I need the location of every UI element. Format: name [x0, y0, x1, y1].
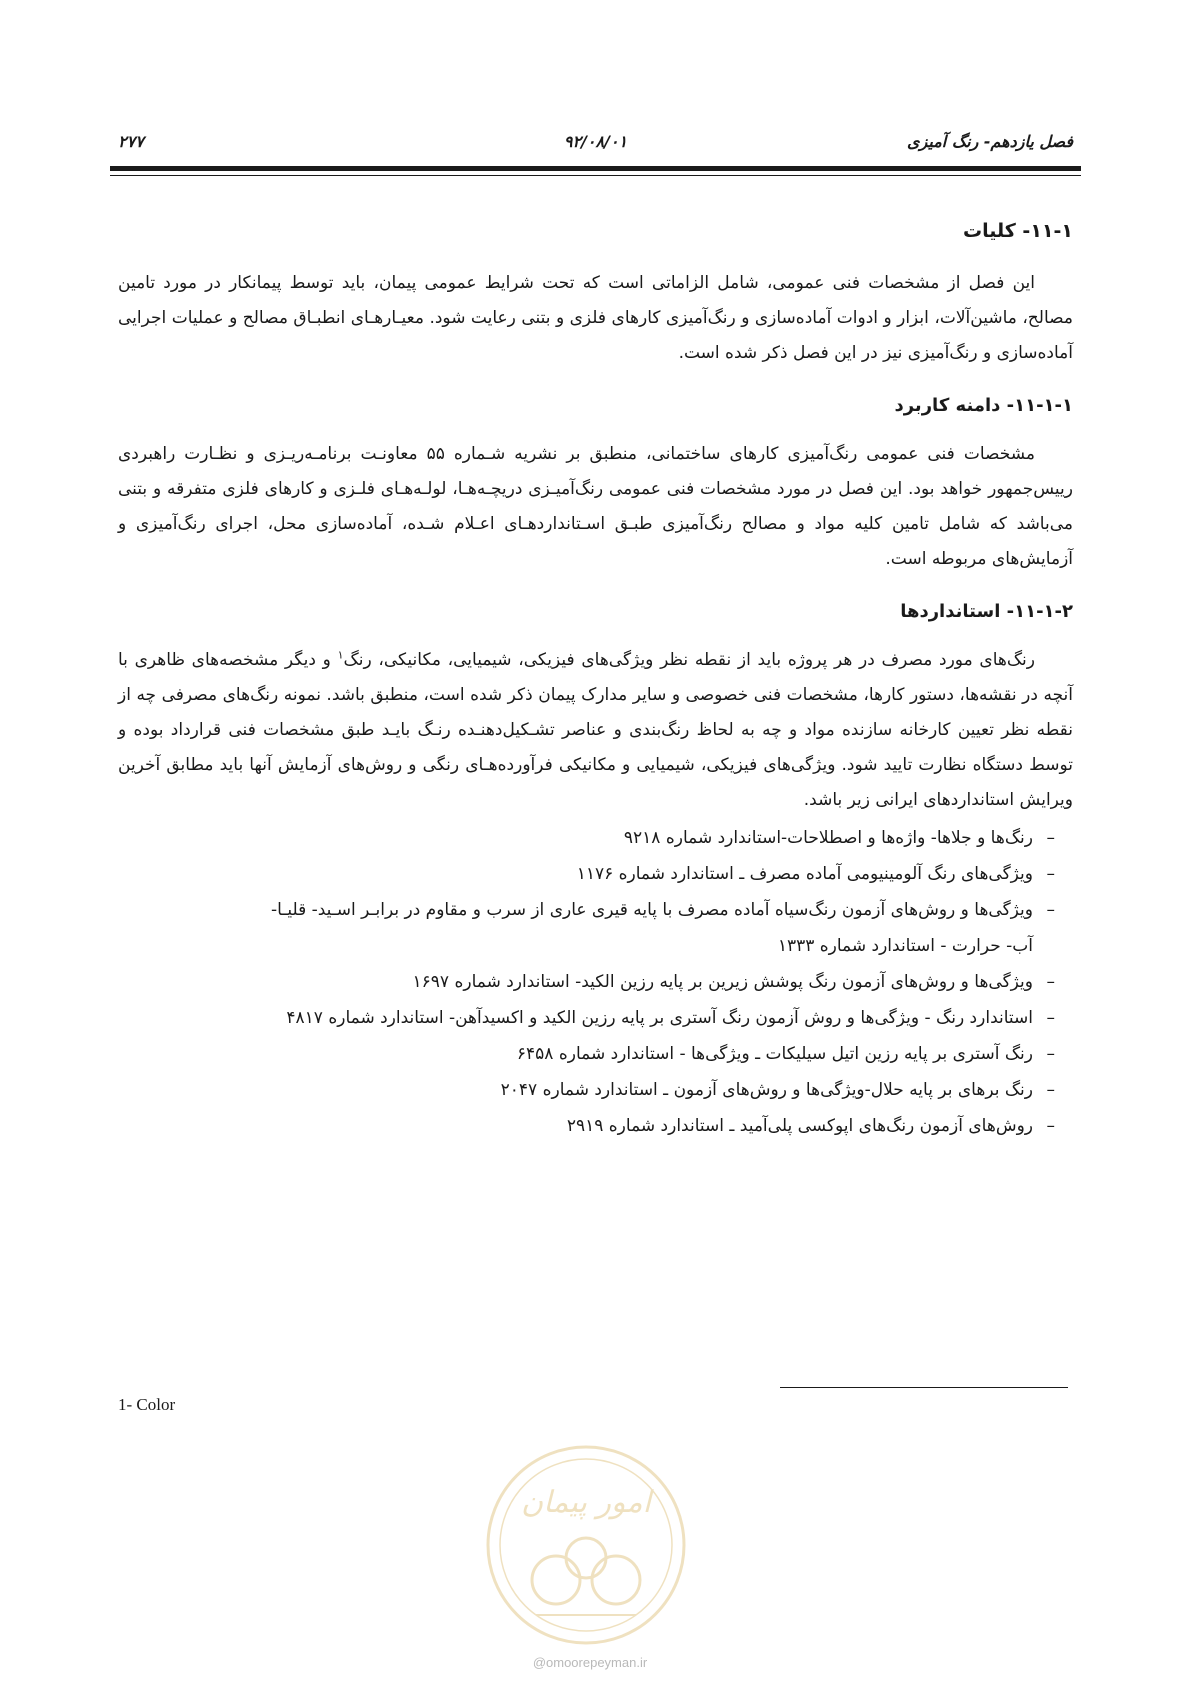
- dash-bullet: –: [1046, 1008, 1055, 1028]
- watermark-site: @omoorepeyman.ir: [532, 1655, 648, 1670]
- list-item-text: ویژگی‌های رنگ آلومینیومی آماده مصرف ـ استاندارد شماره ۱۱۷۶: [576, 864, 1033, 884]
- section-paragraph-scope: مشخصات فنی عمومی رنگ‌آمیزی کارهای ساختمانی، منطبق بر نشریه شـماره ۵۵ معاونـت برنامـه‌ریـزی و نظـارت راهبردی رییس‌جمهور خواهد بود. این فصل در مورد مشخصات فنی عمومی رنگ‌آمیـزی دریچـه‌هـا، لولـه‌هـای فلـزی و کارهای فلزی متفرقه و بتنی می‌باشد که شامل تامین کلیه مواد و مصالح رنگ‌آمیزی طبـق اسـتانداردهـای اعـلام شـده، آماده‌سازی محل، اجرای رنگ‌آمیزی و آزمایش‌های مربوطه است.: [118, 444, 1073, 569]
- list-item: [118, 820, 1055, 856]
- page-body: [118, 218, 1073, 1144]
- watermark-logo: [476, 1440, 696, 1650]
- list-item-text: رنگ برهای بر پایه حلال-ویژگی‌ها و روش‌های آزمون ـ استاندارد شماره ۲۰۴۷: [500, 1080, 1033, 1100]
- footnote-separator: [780, 1387, 1068, 1388]
- header-date: ۹۲/۰۸/۰۱: [563, 132, 628, 151]
- gear-icon: [566, 1538, 606, 1578]
- list-item: [118, 1036, 1055, 1072]
- footnote-reference[interactable]: ۱: [337, 648, 344, 662]
- list-item: [118, 964, 1055, 1000]
- seal-outer-ring: [488, 1447, 684, 1643]
- standards-text-part1: رنگ‌های مورد مصرف در هر پروژه باید از نقطه نظر ویژگی‌های فیزیکی، شیمیایی، مکانیکی، رنگ: [343, 650, 1035, 670]
- dash-bullet: –: [1046, 900, 1055, 920]
- dash-bullet: –: [1046, 864, 1055, 884]
- standards-list: [118, 820, 1073, 1144]
- footnote-text: 1- Color: [118, 1395, 176, 1414]
- seal-logo-lettering: امور پیمان: [521, 1485, 651, 1520]
- dash-bullet: –: [1046, 828, 1055, 848]
- section-paragraph-general: این فصل از مشخصات فنی عمومی، شامل الزاماتی است که تحت شرایط عمومی پیمان، باید توسط پیمانکار در مورد تامین مصالح، ماشین‌آلات، ابزار و ادوات آماده‌سازی و رنگ‌آمیزی کارهای فلزی و بتنی رعایت شود. معیـارهـای انطبـاق مصالح و عملیات اجرایی آماده‌سازی و رنگ‌آمیزی نیز در این فصل ذکر شده است.: [118, 273, 1073, 363]
- list-item-continuation: آب- حرارت - استاندارد شماره ۱۳۳۳: [777, 936, 1033, 956]
- standards-text-part2: و دیگر مشخصه‌های ظاهری با آنچه در نقشه‌ها، دستور کارها، مشخصات فنی خصوصی و سایر مدارک پیمان ذکر شده است، منطبق باشد. نمونه رنگ‌های مصرفی چه از نقطه نظر تعیین کارخانه سازنده مواد و چه به لحاظ رنگ‌بندی و عناصر تشـکیل‌دهنـده رنـگ بایـد طبق مشخصات فنی قرارداد بوده و توسط دستگاه نظارت تایید شود. ویژگی‌های فیزیکی، شیمیایی و مکانیکی فرآورده‌هـای رنگی و روش‌های آزمایش آنها باید مطابق آخرین ویرایش استانداردهای ایرانی زیر باشد.: [118, 650, 1073, 810]
- chapter-title: فصل یازدهم- رنگ آمیزی: [907, 132, 1073, 151]
- dash-bullet: –: [1046, 1116, 1055, 1136]
- list-item-text: استاندارد رنگ - ویژگی‌ها و روش آزمون رنگ آستری بر پایه رزین الکید و اکسیدآهن- استاندارد شماره ۴۸۱۷: [286, 1008, 1033, 1028]
- list-item: [118, 856, 1055, 892]
- gear-icon: [592, 1556, 640, 1604]
- header-rule-thin: [110, 175, 1081, 176]
- dash-bullet: –: [1046, 972, 1055, 992]
- list-item-text: رنگ آستری بر پایه رزین اتیل سیلیکات ـ ویژگی‌ها - استاندارد شماره ۶۴۵۸: [516, 1044, 1033, 1064]
- section-heading-scope: ۱۱-۱-۱- دامنه کاربرد: [894, 395, 1073, 416]
- list-item: [118, 1072, 1055, 1108]
- page-header: [118, 128, 1073, 156]
- list-item-text: ویژگی‌ها و روش‌های آزمون رنگ‌سیاه آماده مصرف با پایه قیری عاری از سرب و مقاوم در برابـر اسـید- قلیـا-: [271, 900, 1033, 920]
- dash-bullet: –: [1046, 1080, 1055, 1100]
- list-item: [118, 1108, 1055, 1144]
- section-heading-standards: ۱۱-۱-۲- استانداردها: [900, 601, 1073, 622]
- section-heading-general: ۱۱-۱- کلیات: [963, 220, 1073, 242]
- list-item: [118, 1000, 1055, 1036]
- list-item-text: روش‌های آزمون رنگ‌های اپوکسی پلی‌آمید ـ استاندارد شماره ۲۹۱۹: [566, 1116, 1033, 1136]
- list-item-text: رنگ‌ها و جلاها- واژه‌ها و اصطلاحات-استاندارد شماره ۹۲۱۸: [623, 828, 1033, 848]
- list-item: [118, 892, 1055, 964]
- section-paragraph-standards: [118, 643, 1073, 818]
- dash-bullet: –: [1046, 1044, 1055, 1064]
- header-rule-thick: [110, 166, 1081, 171]
- list-item-text: ویژگی‌ها و روش‌های آزمون رنگ پوشش زیرین بر پایه رزین الکید- استاندارد شماره ۱۶۹۷: [412, 972, 1033, 992]
- gear-icon: [532, 1556, 580, 1604]
- page-number: ۲۷۷: [118, 132, 144, 151]
